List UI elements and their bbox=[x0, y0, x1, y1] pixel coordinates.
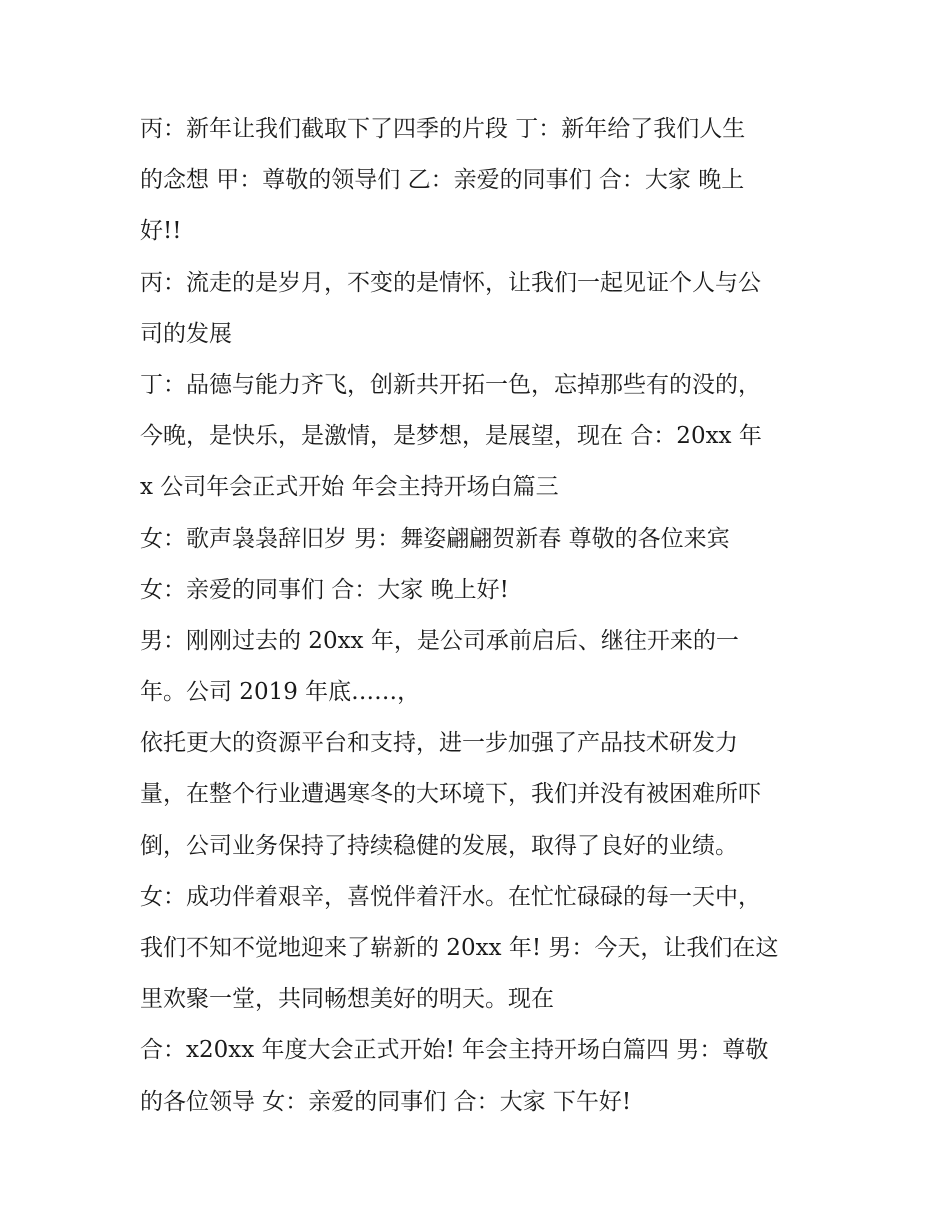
text-line: 男：刚刚过去的 20xx 年，是公司承前启后、继往开来的一 bbox=[140, 627, 739, 654]
text-line: x 公司年会正式开始 年会主持开场白篇三 bbox=[140, 474, 559, 501]
text-line: 今晚，是快乐，是激情，是梦想，是展望，现在 合：20xx 年 bbox=[140, 423, 762, 450]
text-line: 我们不知不觉地迎来了崭新的 20xx 年! 男：今天，让我们在这 bbox=[140, 935, 779, 961]
text-line: 倒，公司业务保持了持续稳健的发展，取得了良好的业绩。 bbox=[140, 832, 738, 859]
text-line: 里欢聚一堂，共同畅想美好的明天。现在 bbox=[140, 986, 554, 1013]
text-line: 司的发展 bbox=[140, 320, 232, 347]
text-line: 丙：新年让我们截取下了四季的片段 丁：新年给了我们人生 bbox=[140, 116, 746, 142]
text-line: 女：亲爱的同事们 合：大家 晚上好! bbox=[140, 576, 509, 603]
text-line: 女：歌声袅袅辞旧岁 男：舞姿翩翩贺新春 尊敬的各位来宾 bbox=[140, 525, 730, 552]
text-line: 女：成功伴着艰辛，喜悦伴着汗水。在忙忙碌碌的每一天中， bbox=[140, 883, 761, 910]
text-line: 的各位领导 女：亲爱的同事们 合：大家 下午好! bbox=[140, 1088, 632, 1115]
text-line: 依托更大的资源平台和支持，进一步加强了产品技术研发力 bbox=[140, 730, 738, 757]
text-line: 年。公司 2019 年底……， bbox=[140, 679, 421, 706]
text-line: 丁：品德与能力齐飞，创新共开拓一色，忘掉那些有的没的， bbox=[140, 371, 761, 398]
text-line: 的念想 甲：尊敬的领导们 乙：亲爱的同事们 合：大家 晚上 bbox=[140, 167, 745, 194]
text-line: 合：x20xx 年度大会正式开始! 年会主持开场白篇四 男：尊敬 bbox=[140, 1037, 769, 1064]
text-line: 丙：流走的是岁月，不变的是情怀，让我们一起见证个人与公 bbox=[140, 269, 761, 296]
text-line: 量，在整个行业遭遇寒冬的大环境下，我们并没有被困难所吓 bbox=[140, 781, 761, 808]
text-line: 好!! bbox=[140, 218, 182, 245]
document-body bbox=[140, 104, 820, 1128]
